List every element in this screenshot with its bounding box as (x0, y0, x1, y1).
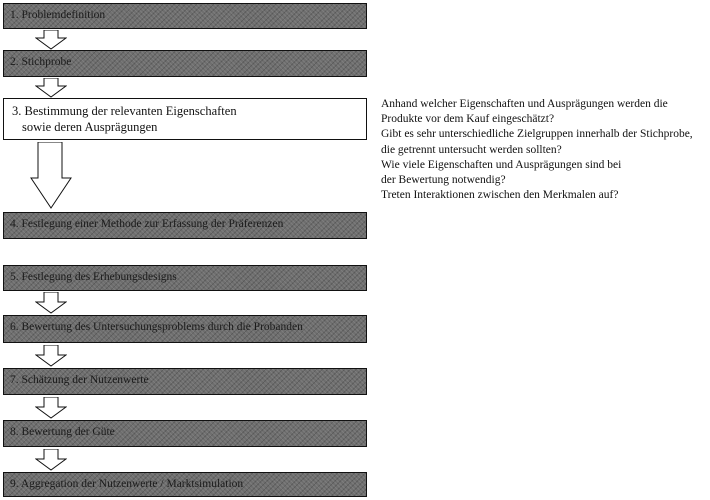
step-6-label: 6. Bewertung des Untersuchungsproblems durch die Probanden (10, 321, 303, 333)
step-9-box (3, 472, 367, 497)
step-1-label: 1. Problemdefinition (10, 9, 106, 21)
step-1-box (3, 3, 367, 29)
arrow-down-icon (35, 345, 67, 367)
arrow-down-icon (35, 30, 67, 50)
step-4-box (3, 212, 367, 239)
step-7-box (3, 368, 367, 395)
question-line: Wie viele Eigenschaften und Ausprägungen sind bei (381, 158, 622, 171)
arrow-down-icon (35, 397, 67, 419)
step-8-label: 8. Bewertung der Güte (10, 426, 115, 438)
step-3-label-line2: sowie deren Ausprägungen (22, 120, 158, 134)
step-4-label: 4. Festlegung einer Methode zur Erfassung der Präferenzen (10, 218, 284, 230)
question-line: der Bewertung notwendig? (381, 174, 506, 187)
step-6-box (3, 315, 367, 343)
arrow-down-icon (35, 78, 67, 98)
step-3-questions (381, 97, 707, 203)
step-5-box (3, 265, 367, 291)
arrow-down-large-icon (29, 142, 73, 210)
step-7-label: 7. Schätzung der Nutzenwerte (10, 374, 149, 386)
step-3-box (3, 98, 367, 140)
question-line: die getrennt untersucht werden sollten? (381, 143, 562, 156)
question-line: Gibt es sehr unterschiedliche Zielgruppen innerhalb der Stichprobe, (381, 128, 693, 141)
question-line: Produkte vor dem Kauf eingeschätzt? (381, 113, 555, 126)
question-line: Treten Interaktionen zwischen den Merkmalen auf? (381, 189, 619, 202)
step-2-label: 2. Stichprobe (10, 56, 72, 68)
question-line: Anhand welcher Eigenschaften und Ausprägungen werden die (381, 98, 668, 110)
arrow-down-icon (35, 292, 67, 314)
arrow-down-icon (35, 449, 67, 471)
step-5-label: 5. Festlegung des Erhebungsdesigns (10, 271, 177, 283)
step-9-label: 9. Aggregation der Nutzenwerte / Marktsimulation (10, 478, 244, 490)
step-2-box (3, 50, 367, 77)
step-8-box (3, 420, 367, 447)
step-3-label-line1: 3. Bestimmung der relevanten Eigenschaften (12, 104, 237, 118)
